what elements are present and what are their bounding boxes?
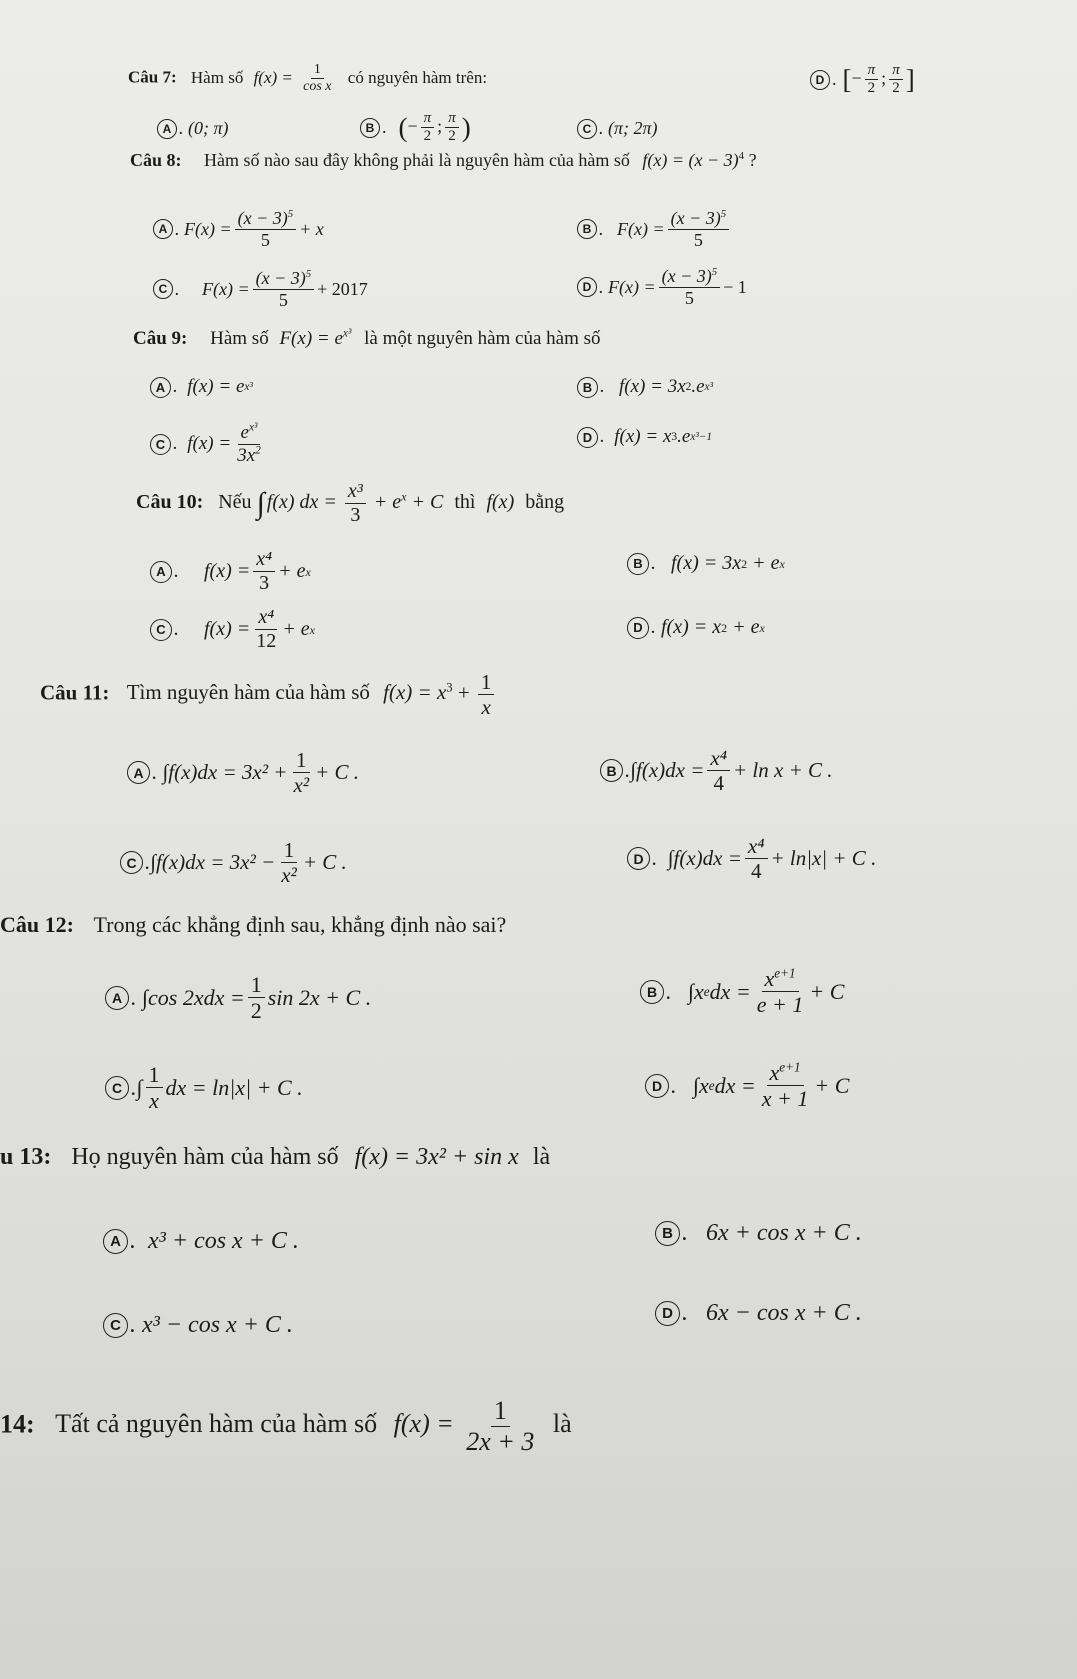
den: 2 [448, 128, 456, 145]
q8-option-d[interactable] [577, 266, 747, 308]
option-letter-icon: D [810, 70, 830, 90]
q11-option-c[interactable] [120, 838, 347, 887]
q10-option-c[interactable]: C . f(x) = $\frac{\text{x⁴}}{12}$ + e x [150, 606, 315, 653]
den: 4 [713, 771, 724, 796]
q8-option-b[interactable] [577, 208, 732, 250]
den-exp: 2 [255, 444, 261, 457]
question-10-fx: f(x) [486, 491, 515, 514]
q8-b-lhs: . F(x) = [599, 218, 665, 239]
q9-option-c[interactable] [150, 422, 267, 467]
paren-close: ) [461, 112, 471, 143]
option-letter-icon: C [577, 119, 597, 139]
q10-option-d[interactable]: D . f(x) = x 2 + e x [627, 616, 765, 639]
den: 3 [259, 572, 270, 594]
q10-a-frac [253, 548, 275, 595]
question-7-label: Câu 7: [128, 67, 177, 87]
den: 4 [750, 859, 762, 884]
den: 2 [892, 80, 900, 97]
q11-c-frac [278, 838, 300, 887]
q7-option-b[interactable] [360, 110, 471, 146]
q7-option-b-expr [399, 110, 471, 146]
question-10-label: Câu 10: [136, 491, 204, 514]
option-letter-icon: A [153, 219, 173, 239]
num: 1 [248, 972, 265, 998]
q12-b-rest: + C [809, 978, 845, 1004]
option-letter-icon: D [645, 1074, 669, 1098]
den: 2x + 3 [466, 1426, 535, 1456]
question-13 [0, 1144, 550, 1171]
q10-option-a[interactable]: A . f(x) = $\frac{\text{x⁴}}{3}$ + e x [150, 548, 311, 595]
q10-b-lhs: . f(x) = 3x [651, 552, 742, 574]
question-14-frac [463, 1396, 537, 1457]
q9-a-lhs: . f(x) = e [173, 376, 245, 397]
question-11-label: Câu 11: [40, 680, 110, 705]
q10-d-rest: + e [727, 616, 760, 638]
q12-c-rest: dx = ln|x| + C . [165, 1074, 303, 1100]
q12-a-lhs: . ∫cos 2xdx = [131, 984, 245, 1010]
separator: ; [881, 67, 887, 88]
option-letter-icon: B [655, 1221, 680, 1246]
question-10-text-b: thì [454, 491, 476, 514]
q8-option-a[interactable] [153, 208, 324, 250]
bracket-close: ] [905, 64, 915, 95]
option-letter-icon: C [103, 1313, 128, 1338]
question-12-text: Trong các khẳng định sau, khẳng định nào sai? [93, 912, 507, 937]
q7-option-a-text: . (0; π) [179, 118, 229, 138]
q10-d-lhs: . f(x) = x [651, 616, 722, 638]
q11-d-rest: + ln|x| + C . [770, 846, 877, 871]
den: e + 1 [756, 992, 804, 1018]
q10-c-rest: + e [282, 618, 310, 640]
question-8-exp: 4 [738, 150, 745, 162]
den: 5 [684, 287, 694, 308]
question-10-rest: + e [373, 491, 402, 514]
option-letter-icon: C [153, 279, 173, 299]
den-base: 3x [237, 444, 256, 466]
bracket-open: [ [842, 64, 852, 95]
q11-d-lhs: . ∫f(x)dx = [652, 846, 742, 871]
q9-option-b[interactable]: B . f(x) = 3x 2 .e x³ [577, 376, 713, 398]
question-8-text: Hàm số nào sau đây không phải là nguyên hàm của hàm số [204, 150, 630, 170]
question-9-text-a: Hàm số [210, 328, 269, 349]
question-10-frac [345, 480, 366, 527]
q12-d-frac [759, 1060, 812, 1112]
q11-option-d[interactable] [627, 834, 876, 883]
num [767, 1060, 804, 1086]
q11-c-rest: + C . [302, 850, 347, 875]
option-letter-icon: A [127, 761, 150, 784]
q8-d-frac [659, 266, 721, 308]
option-letter-icon: B [627, 553, 649, 575]
num: 1 [491, 1396, 510, 1427]
question-10-text-a: Nếu [218, 491, 252, 514]
q8-d-lhs: . F(x) = [599, 276, 656, 297]
den [234, 445, 264, 467]
q10-a-rest: + e [278, 560, 306, 582]
option-letter-icon: A [103, 1229, 128, 1254]
q8-a-lhs: . F(x) = [175, 218, 232, 239]
num [668, 208, 730, 230]
q12-b-frac [754, 966, 807, 1018]
option-letter-icon: D [655, 1301, 680, 1326]
den: 5 [278, 289, 288, 310]
q11-b-rest: + ln x + C . [733, 758, 833, 783]
q9-option-d[interactable]: D . f(x) = x 3 .e x³−1 [577, 426, 712, 448]
den: 5 [693, 229, 703, 250]
num-base: x [769, 1060, 780, 1085]
den: x [149, 1088, 159, 1114]
frac-pi-2 [865, 62, 879, 98]
num-base: e [240, 422, 249, 443]
question-11 [40, 670, 497, 719]
num: 1 [281, 838, 298, 863]
den: 2 [250, 998, 262, 1024]
question-12-label: Câu 12: [0, 912, 74, 937]
num: 1 [293, 748, 310, 773]
num-exp: x³ [248, 421, 258, 434]
frac-pi-2 [421, 110, 435, 146]
q11-a-rest: + C . [315, 760, 359, 785]
option-letter-icon: D [627, 617, 649, 639]
q9-c-lhs: . f(x) = [173, 433, 232, 455]
integral-sign: ∫ [256, 486, 265, 520]
question-11-func: f(x) = x [383, 680, 447, 705]
question-7-fraction [300, 62, 334, 95]
question-10-lhs: f(x) dx = [266, 491, 337, 514]
q8-a-frac [235, 208, 297, 250]
q12-b-mid: dx = [709, 978, 751, 1004]
num [253, 268, 315, 290]
q12-d-lhs: . ∫x [671, 1072, 709, 1098]
question-11-text: Tìm nguyên hàm của hàm số [126, 680, 370, 705]
option-letter-icon: B [600, 759, 623, 782]
den: 5 [260, 229, 270, 250]
q9-d-mid: .e [677, 426, 691, 447]
question-7-text-b: có nguyên hàm trên: [347, 67, 488, 87]
option-letter-icon: C [120, 851, 143, 874]
question-14-func: f(x) = [393, 1409, 454, 1439]
separator: ; [437, 115, 443, 136]
q8-d-rest: − 1 [723, 276, 747, 297]
option-letter-icon: B [577, 377, 598, 398]
q7-option-c[interactable] [577, 118, 658, 139]
question-7-den: cos x [303, 79, 332, 95]
q12-c-frac [146, 1062, 163, 1114]
question-10-text-c: bằng [525, 491, 565, 514]
q12-option-d[interactable]: D . ∫x e dx = $\frac{x^{e+1}}{x + 1}$ + C [645, 1060, 849, 1112]
question-14-text-a: Tất cả nguyên hàm của hàm số [55, 1409, 378, 1439]
q11-option-a[interactable] [127, 748, 359, 797]
num: π [889, 62, 903, 80]
question-7-text-a: Hàm số [190, 67, 244, 87]
paren-open: ( [398, 112, 408, 143]
q9-option-a[interactable]: A . f(x) = e x³ [150, 376, 253, 398]
minus-sign: − [851, 67, 862, 88]
q7-option-d-dot: . [832, 69, 837, 90]
q10-c-lhs: . f(x) = [174, 618, 251, 640]
q12-option-b[interactable]: B . ∫x e dx = $\frac{x^{e+1}}{e + 1}$ + C [640, 966, 844, 1018]
option-letter-icon: B [360, 118, 380, 138]
option-letter-icon: C [150, 619, 172, 641]
num [238, 422, 261, 445]
num [659, 266, 721, 288]
q13-option-a[interactable] [103, 1228, 299, 1255]
num [762, 966, 799, 992]
num-base: (x − 3) [255, 268, 306, 288]
option-letter-icon: A [105, 986, 129, 1010]
num: 1 [146, 1062, 163, 1088]
q7-option-b-dot: . [382, 117, 387, 138]
question-12 [0, 912, 506, 938]
num-exp: 5 [720, 208, 727, 220]
question-8-label: Câu 8: [130, 150, 182, 170]
question-13-label: u 13: [0, 1144, 52, 1170]
num: π [445, 110, 459, 128]
question-14-text-b: là [552, 1409, 572, 1439]
option-letter-icon: D [627, 847, 650, 870]
q9-d-lhs: . f(x) = x [600, 426, 672, 447]
den: x + 1 [761, 1086, 809, 1112]
num-exp: 5 [305, 268, 312, 280]
den: 2 [867, 80, 876, 97]
question-8 [130, 150, 757, 171]
q7-option-d-expr [843, 62, 915, 98]
q8-c-lhs: . F(x) = [175, 278, 250, 299]
num: x⁴ [745, 834, 768, 859]
num: π [421, 110, 435, 128]
num-base: (x − 3) [670, 208, 721, 228]
q12-d-mid: dx = [714, 1072, 756, 1098]
question-10 [136, 480, 564, 527]
q8-option-c[interactable] [153, 268, 368, 310]
question-9-text-b: là một nguyên hàm của hàm số [364, 328, 601, 349]
num-base: x [764, 966, 775, 991]
minus-sign: − [407, 115, 418, 136]
q13-option-d[interactable] [655, 1300, 862, 1327]
option-letter-icon: C [150, 434, 171, 455]
question-14-label: 14: [0, 1409, 35, 1439]
q8-c-rest: + 2017 [317, 278, 368, 299]
q8-b-frac [668, 208, 730, 250]
q10-c-frac [253, 606, 279, 653]
num-base: (x − 3) [237, 208, 288, 228]
q11-a-frac [290, 748, 312, 797]
q13-b-text: . 6x + cos x + C . [682, 1220, 862, 1246]
question-13-text-a: Họ nguyên hàm của hàm số [71, 1144, 339, 1170]
question-11-plus: + [457, 680, 470, 705]
q12-b-lhs: . ∫x [666, 978, 704, 1004]
q13-d-text: . 6x − cos x + C . [682, 1300, 862, 1326]
option-letter-icon: B [640, 980, 664, 1004]
q12-option-c[interactable] [105, 1062, 303, 1114]
question-11-exp: 3 [446, 680, 453, 695]
question-13-func: f(x) = 3x² + sin x [354, 1144, 519, 1170]
frac-pi-2 [445, 110, 459, 146]
option-letter-icon: D [577, 427, 598, 448]
q13-a-text: . x³ + cos x + C . [130, 1228, 299, 1254]
option-letter-icon: A [157, 119, 177, 139]
q13-option-b[interactable] [655, 1220, 862, 1247]
question-8-func: f(x) = (x − 3) [642, 150, 739, 170]
option-letter-icon: A [150, 561, 172, 583]
q10-a-lhs: . f(x) = [174, 560, 251, 582]
question-13-text-b: là [532, 1144, 551, 1170]
q7-option-d[interactable] [810, 62, 915, 98]
question-9-label: Câu 9: [133, 328, 188, 349]
q10-b-rest: + e [747, 552, 780, 574]
num: x⁴ [255, 606, 277, 630]
question-9-func: F(x) = e [279, 328, 343, 349]
q13-option-c[interactable] [103, 1312, 293, 1339]
question-9-exp: x³ [342, 327, 352, 340]
q7-option-c-text: . (π; 2π) [599, 118, 658, 138]
q10-option-b[interactable]: B . f(x) = 3x 2 + e x [627, 552, 785, 575]
num [235, 208, 297, 230]
q12-c-lhs: .∫ [131, 1074, 143, 1100]
q13-c-text: . x³ − cos x + C . [130, 1312, 293, 1338]
num-exp: 5 [711, 266, 718, 278]
q11-b-lhs: .∫f(x)dx = [625, 758, 705, 783]
q12-d-rest: + C [814, 1072, 850, 1098]
option-letter-icon: B [577, 219, 597, 239]
q11-c-lhs: .∫f(x)dx = 3x² − [145, 850, 276, 875]
frac-pi-2 [889, 62, 903, 98]
question-9 [133, 328, 601, 350]
num: x⁴ [707, 746, 730, 771]
question-7-func: f(x) = [253, 67, 293, 87]
question-14 [0, 1396, 572, 1457]
q11-d-frac [745, 834, 768, 883]
num: π [865, 62, 879, 80]
den: x² [293, 773, 310, 798]
num-exp: e+1 [779, 1059, 801, 1075]
num-exp: e+1 [774, 965, 796, 981]
den: x² [281, 863, 297, 888]
num-exp: 5 [287, 208, 294, 220]
q12-option-a[interactable] [105, 972, 371, 1024]
q9-c-frac [234, 422, 264, 467]
num: x⁴ [253, 548, 275, 572]
q11-b-frac [707, 746, 730, 795]
question-11-frac [478, 670, 495, 719]
q7-option-a[interactable] [157, 118, 229, 139]
option-letter-icon: A [150, 377, 171, 398]
question-7-num: 1 [311, 62, 324, 79]
q8-c-frac [253, 268, 315, 310]
question-10-rest-exp: x [401, 489, 407, 504]
question-7 [128, 62, 487, 95]
q8-a-rest: + x [299, 218, 324, 239]
num-base: (x − 3) [661, 266, 712, 286]
den: 3 [350, 504, 361, 526]
q9-b-lhs: . f(x) = 3x [600, 376, 686, 397]
q12-a-frac [248, 972, 265, 1024]
den: 12 [256, 630, 277, 652]
den: 2 [423, 128, 432, 145]
question-8-tail: ? [744, 150, 757, 170]
num: x³ [345, 480, 366, 504]
question-10-rest2: + C [411, 491, 444, 514]
option-letter-icon: D [577, 277, 597, 297]
q9-b-mid: .e [691, 376, 705, 397]
option-letter-icon: C [105, 1076, 129, 1100]
den: x [481, 695, 491, 720]
q12-a-rest: sin 2x + C . [267, 984, 372, 1010]
num: 1 [478, 670, 495, 695]
q11-a-lhs: . ∫f(x)dx = 3x² + [152, 760, 288, 785]
q11-option-b[interactable] [600, 746, 833, 795]
